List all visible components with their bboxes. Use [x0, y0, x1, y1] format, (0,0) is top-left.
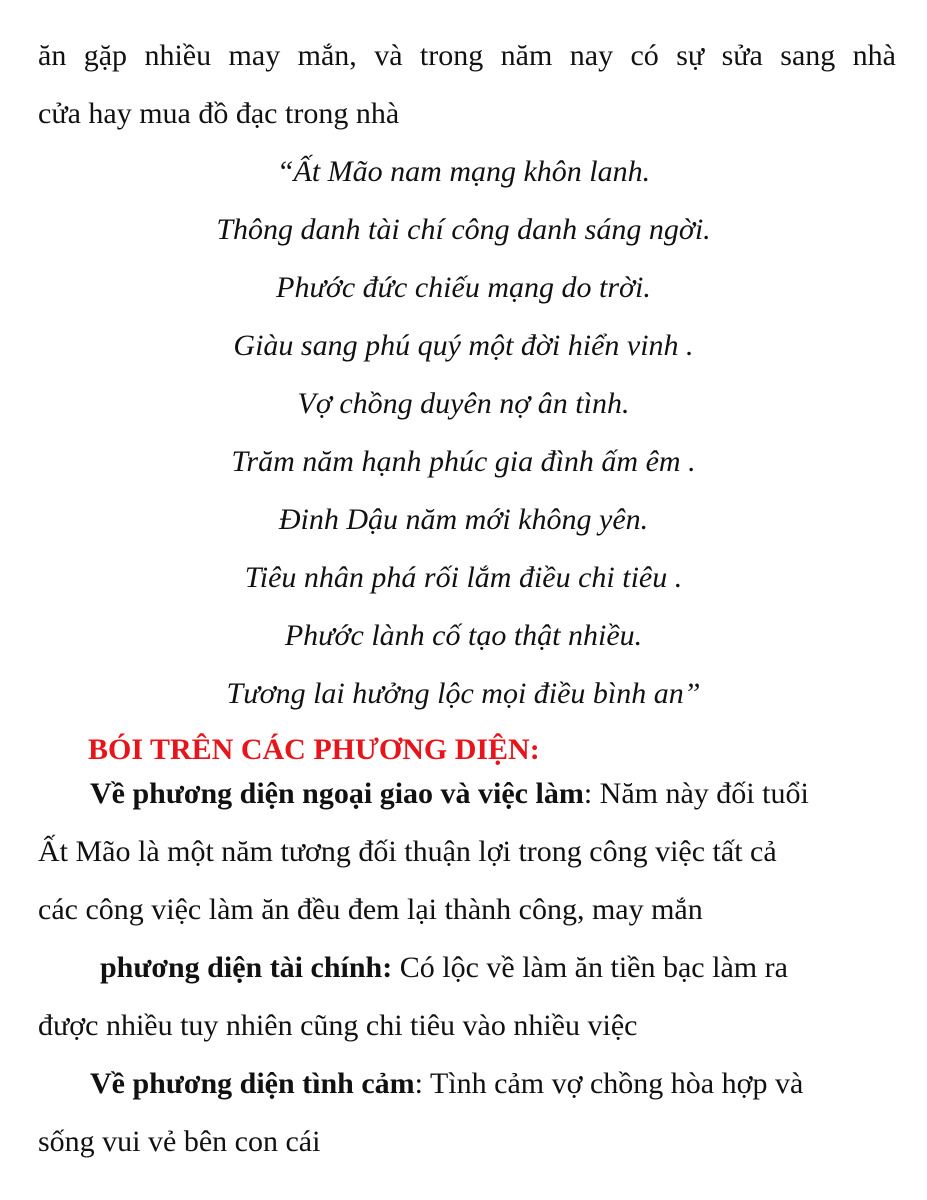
work-paragraph-line-1	[90, 776, 809, 812]
poem-line: Tương lai hưởng lộc mọi điều bình an”	[226, 677, 701, 710]
poem-line: Phước lành cố tạo thật nhiều.	[284, 619, 643, 652]
work-text: : Năm này đối tuổi	[583, 777, 809, 810]
intro-line-2: cửa hay mua đồ đạc trong nhà	[38, 97, 400, 130]
finance-text: Có lộc về làm ăn tiền bạc làm ra	[392, 951, 788, 984]
work-label: Về phương diện ngoại giao và việc làm	[90, 777, 584, 810]
intro-line-1: ăn gặp nhiều may mắn, và trong năm nay có sự sửa sang nhà	[38, 39, 896, 72]
finance-label: phương diện tài chính:	[100, 951, 393, 984]
love-paragraph-line-1	[90, 1066, 803, 1102]
poem-line: Vợ chồng duyên nợ ân tình.	[297, 387, 630, 420]
poem-line: Thông danh tài chí công danh sáng ngời.	[216, 213, 711, 246]
poem-line: Đinh Dậu năm mới không yên.	[278, 503, 649, 536]
love-label: Về phương diện tình cảm	[90, 1067, 415, 1100]
finance-paragraph-line-1	[100, 950, 788, 986]
poem-line: Phước đức chiếu mạng do trời.	[276, 271, 651, 304]
poem-line: “Ất Mão nam mạng khôn lanh.	[276, 155, 651, 188]
love-text: : Tình cảm vợ chồng hòa hợp và	[414, 1067, 804, 1100]
section-heading: BÓI TRÊN CÁC PHƯƠNG DIỆN:	[88, 733, 540, 766]
work-paragraph-line-2: Ất Mão là một năm tương đối thuận lợi trong công việc tất cả	[38, 835, 777, 868]
poem-line: Tiêu nhân phá rối lắm điều chi tiêu .	[244, 561, 683, 594]
love-paragraph-line-2: sống vui vẻ bên con cái	[38, 1125, 321, 1158]
poem-line: Trăm năm hạnh phúc gia đình ấm êm .	[231, 445, 696, 478]
poem-line: Giàu sang phú quý một đời hiển vinh .	[233, 329, 694, 362]
work-paragraph-line-3: các công việc làm ăn đều đem lại thành công, may mắn	[38, 893, 703, 926]
finance-paragraph-line-2: được nhiều tuy nhiên cũng chi tiêu vào nhiều việc	[38, 1009, 638, 1042]
